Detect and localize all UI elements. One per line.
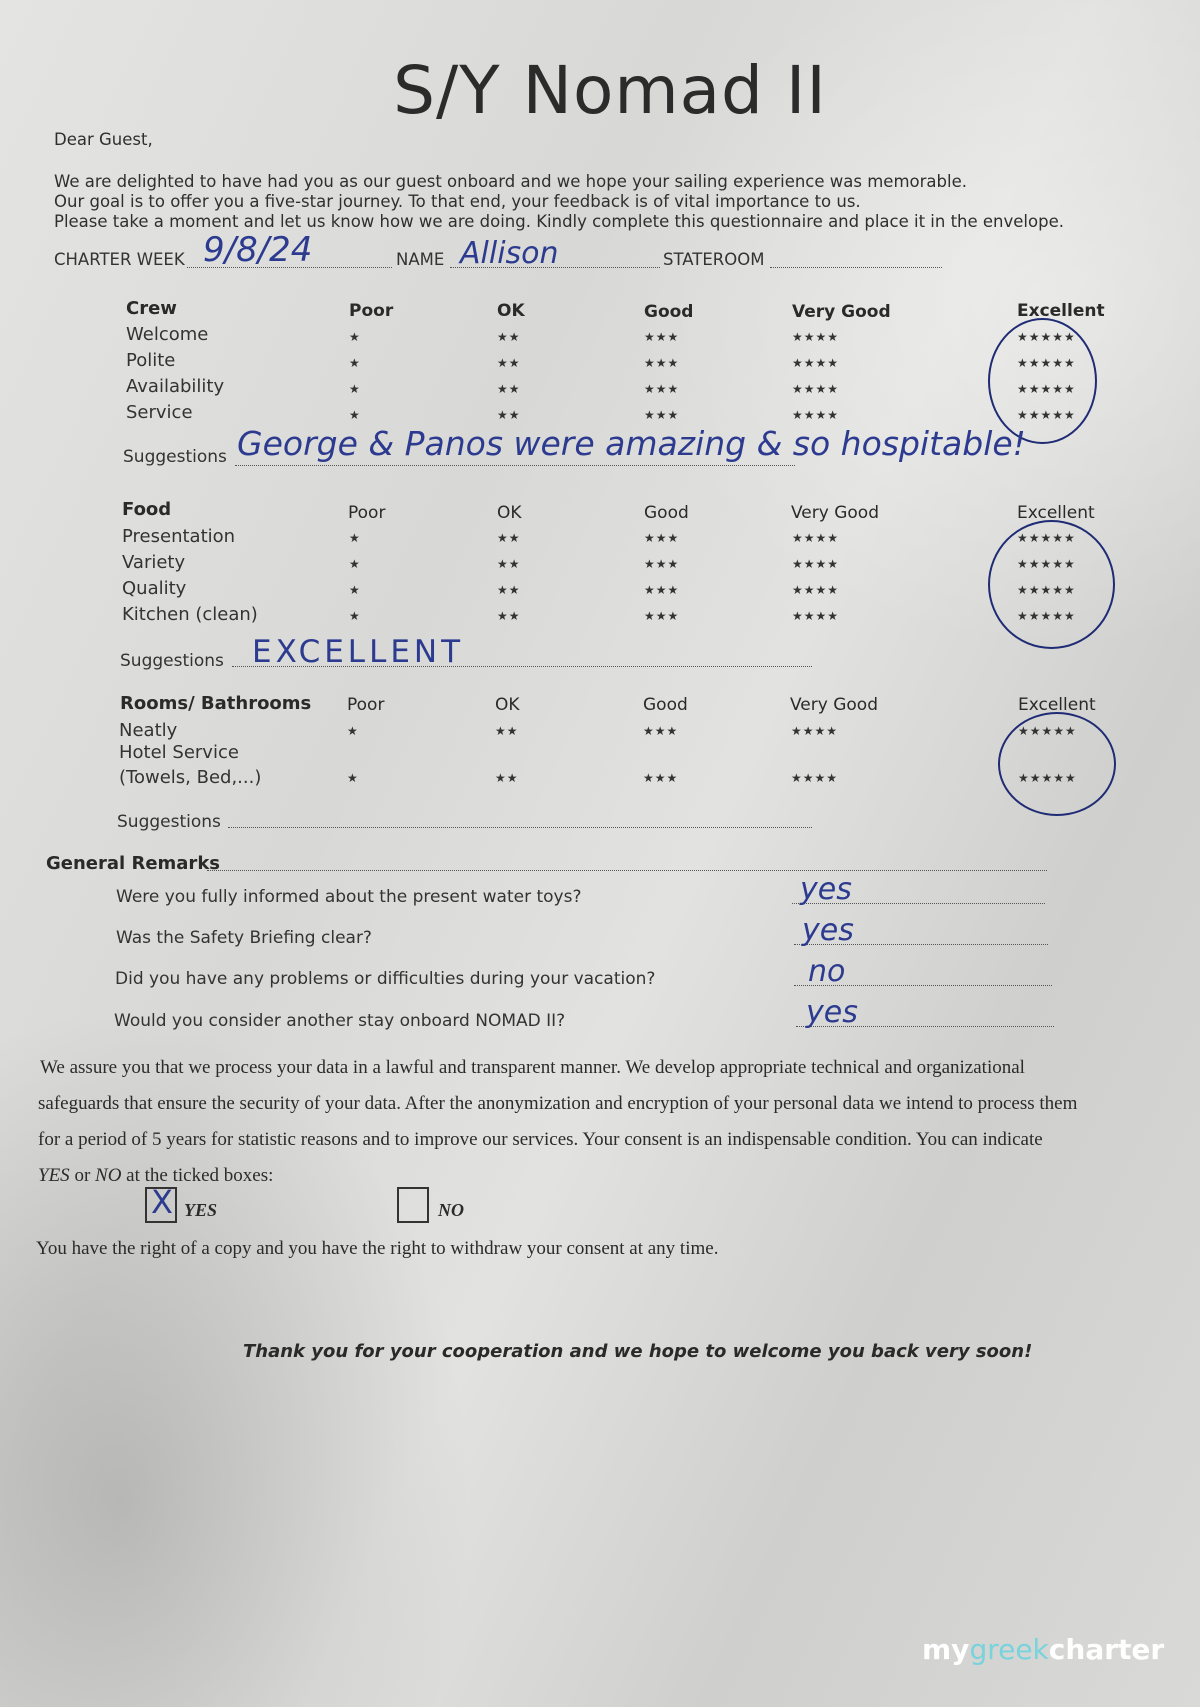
star-3[interactable]: ★★★	[643, 771, 679, 785]
star-5[interactable]: ★★★★★	[1017, 356, 1076, 370]
crew-row-polite: Polite	[126, 350, 176, 371]
star-5[interactable]: ★★★★★	[1017, 609, 1076, 623]
star-1[interactable]: ★	[349, 382, 361, 396]
star-1[interactable]: ★	[349, 531, 361, 545]
star-1[interactable]: ★	[349, 557, 361, 571]
charter-week-value[interactable]: 9/8/24	[203, 230, 313, 270]
star-2[interactable]: ★★	[497, 583, 521, 597]
star-5[interactable]: ★★★★★	[1018, 771, 1077, 785]
question-problems: Did you have any problems or difficulties during your vacation?	[115, 969, 656, 989]
crew-col-poor: Poor	[349, 301, 394, 321]
privacy-no-word: NO	[95, 1165, 122, 1186]
name-label: NAME	[396, 250, 445, 269]
food-col-poor: Poor	[348, 503, 386, 523]
star-4[interactable]: ★★★★	[792, 583, 840, 597]
answer-water-toys[interactable]: yes	[800, 872, 852, 907]
crew-col-ok: OK	[497, 301, 525, 321]
privacy-line-4-tail: at the ticked boxes:	[121, 1165, 274, 1186]
star-3[interactable]: ★★★	[644, 382, 680, 396]
rooms-row-towels: (Towels, Bed,...)	[119, 767, 262, 788]
food-col-ok: OK	[497, 503, 522, 523]
star-3[interactable]: ★★★	[643, 724, 679, 738]
rooms-col-poor: Poor	[347, 695, 385, 715]
star-4[interactable]: ★★★★	[791, 724, 839, 738]
food-row-presentation: Presentation	[122, 526, 236, 547]
star-4[interactable]: ★★★★	[792, 382, 840, 396]
rooms-col-excellent: Excellent	[1018, 695, 1096, 715]
food-excellent-circle	[988, 520, 1115, 649]
food-row-quality: Quality	[122, 578, 187, 599]
star-3[interactable]: ★★★	[644, 609, 680, 623]
crew-suggestions-value[interactable]: George & Panos were amazing & so hospitable!	[237, 424, 1026, 463]
privacy-line-2: safeguards that ensure the security of your data. After the anonymization and encryption of your personal data we intend to process them	[38, 1093, 1078, 1114]
star-2[interactable]: ★★	[495, 771, 519, 785]
star-3[interactable]: ★★★	[644, 557, 680, 571]
rooms-col-very-good: Very Good	[790, 695, 878, 715]
food-col-very-good: Very Good	[791, 503, 879, 523]
consent-yes-label: YES	[184, 1200, 218, 1220]
crew-row-availability: Availability	[126, 376, 225, 397]
rooms-row-neatly: Neatly	[119, 720, 178, 741]
food-suggestions-value[interactable]: EXCELLENT	[252, 634, 465, 670]
crew-suggestions-label: Suggestions	[123, 447, 227, 467]
star-1[interactable]: ★	[349, 408, 361, 422]
star-5[interactable]: ★★★★★	[1017, 583, 1076, 597]
star-1[interactable]: ★	[349, 330, 361, 344]
intro-line-2: Our goal is to offer you a five-star journey. To that end, your feedback is of vital importance to us.	[54, 192, 861, 211]
answer-another-stay[interactable]: yes	[806, 995, 858, 1030]
star-1[interactable]: ★	[347, 724, 359, 738]
greeting: Dear Guest,	[54, 130, 153, 149]
star-4[interactable]: ★★★★	[792, 557, 840, 571]
rooms-excellent-circle	[998, 712, 1116, 816]
star-1[interactable]: ★	[349, 609, 361, 623]
star-3[interactable]: ★★★	[644, 356, 680, 370]
star-4[interactable]: ★★★★	[792, 609, 840, 623]
question-safety-briefing: Was the Safety Briefing clear?	[116, 928, 372, 948]
star-3[interactable]: ★★★	[644, 531, 680, 545]
consent-no-label: NO	[438, 1200, 464, 1220]
food-row-kitchen: Kitchen (clean)	[122, 604, 258, 625]
star-5[interactable]: ★★★★★	[1017, 382, 1076, 396]
food-col-good: Good	[644, 503, 689, 523]
rooms-col-ok: OK	[495, 695, 520, 715]
star-2[interactable]: ★★	[497, 356, 521, 370]
star-1[interactable]: ★	[349, 583, 361, 597]
privacy-line-1: We assure you that we process your data in a lawful and transparent manner. We develop appropriate technical and organizational	[40, 1057, 1025, 1078]
star-4[interactable]: ★★★★	[792, 330, 840, 344]
question-water-toys: Were you fully informed about the present water toys?	[116, 887, 582, 907]
intro-line-3: Please take a moment and let us know how we are doing. Kindly complete this questionnaire and place it in the envelope.	[54, 212, 1064, 231]
document-title: S/Y Nomad II	[393, 52, 827, 129]
rooms-suggestions-line	[228, 827, 812, 828]
consent-no-checkbox[interactable]	[397, 1187, 429, 1223]
crew-row-welcome: Welcome	[126, 324, 209, 345]
star-3[interactable]: ★★★	[644, 330, 680, 344]
rooms-col-good: Good	[643, 695, 688, 715]
star-2[interactable]: ★★	[497, 557, 521, 571]
star-2[interactable]: ★★	[495, 724, 519, 738]
crew-col-good: Good	[644, 302, 694, 322]
food-row-variety: Variety	[122, 552, 186, 573]
star-2[interactable]: ★★	[497, 408, 521, 422]
question-another-stay: Would you consider another stay onboard NOMAD II?	[114, 1011, 566, 1031]
crew-col-very-good: Very Good	[792, 302, 891, 322]
privacy-yes-word: YES	[38, 1165, 70, 1186]
logo-part-2: greek	[969, 1633, 1049, 1666]
star-5[interactable]: ★★★★★	[1017, 408, 1076, 422]
star-2[interactable]: ★★	[497, 330, 521, 344]
answer-problems[interactable]: no	[808, 954, 846, 989]
charter-week-label: CHARTER WEEK	[54, 250, 185, 269]
rights-text: You have the right of a copy and you have the right to withdraw your consent at any time.	[36, 1238, 719, 1259]
star-5[interactable]: ★★★★★	[1018, 724, 1077, 738]
stateroom-line	[770, 267, 942, 268]
watermark-logo	[922, 1633, 1164, 1666]
star-2[interactable]: ★★	[497, 531, 521, 545]
thank-you-message: Thank you for your cooperation and we hope to welcome you back very soon!	[243, 1341, 1033, 1362]
star-4[interactable]: ★★★★	[792, 531, 840, 545]
crew-section-title: Crew	[126, 298, 177, 319]
consent-yes-mark: X	[151, 1183, 173, 1221]
crew-row-service: Service	[126, 402, 193, 423]
rooms-section-title: Rooms/ Bathrooms	[120, 693, 312, 714]
star-5[interactable]: ★★★★★	[1017, 557, 1076, 571]
star-4[interactable]: ★★★★	[792, 408, 840, 422]
star-1[interactable]: ★	[347, 771, 359, 785]
privacy-or-word: or	[69, 1165, 96, 1186]
food-suggestions-label: Suggestions	[120, 651, 224, 671]
consent-yes-checkbox[interactable]	[145, 1183, 177, 1223]
crew-suggestions-line	[235, 465, 795, 466]
star-1[interactable]: ★	[349, 356, 361, 370]
crew-col-excellent: Excellent	[1017, 301, 1105, 321]
star-3[interactable]: ★★★	[644, 408, 680, 422]
general-remarks-line	[207, 870, 1047, 871]
logo-part-3: charter	[1048, 1633, 1165, 1666]
star-4[interactable]: ★★★★	[791, 771, 839, 785]
star-2[interactable]: ★★	[497, 382, 521, 396]
star-5[interactable]: ★★★★★	[1017, 330, 1076, 344]
logo-part-1: my	[922, 1633, 970, 1666]
star-4[interactable]: ★★★★	[792, 356, 840, 370]
rooms-row-hotel-service: Hotel Service	[119, 742, 239, 763]
star-2[interactable]: ★★	[497, 609, 521, 623]
food-section-title: Food	[122, 499, 172, 520]
star-3[interactable]: ★★★	[644, 583, 680, 597]
rooms-suggestions-label: Suggestions	[117, 812, 221, 832]
star-5[interactable]: ★★★★★	[1017, 531, 1076, 545]
food-col-excellent: Excellent	[1017, 503, 1095, 523]
privacy-line-3: for a period of 5 years for statistic reasons and to improve our services. Your consent is an indispensable condition. You can indicate	[38, 1129, 1043, 1150]
stateroom-label: STATEROOM	[663, 250, 765, 269]
intro-line-1: We are delighted to have had you as our guest onboard and we hope your sailing experience was memorable.	[54, 172, 967, 191]
name-value[interactable]: Allison	[460, 236, 559, 271]
answer-safety-briefing[interactable]: yes	[802, 913, 854, 948]
general-remarks-title: General Remarks	[46, 853, 220, 874]
